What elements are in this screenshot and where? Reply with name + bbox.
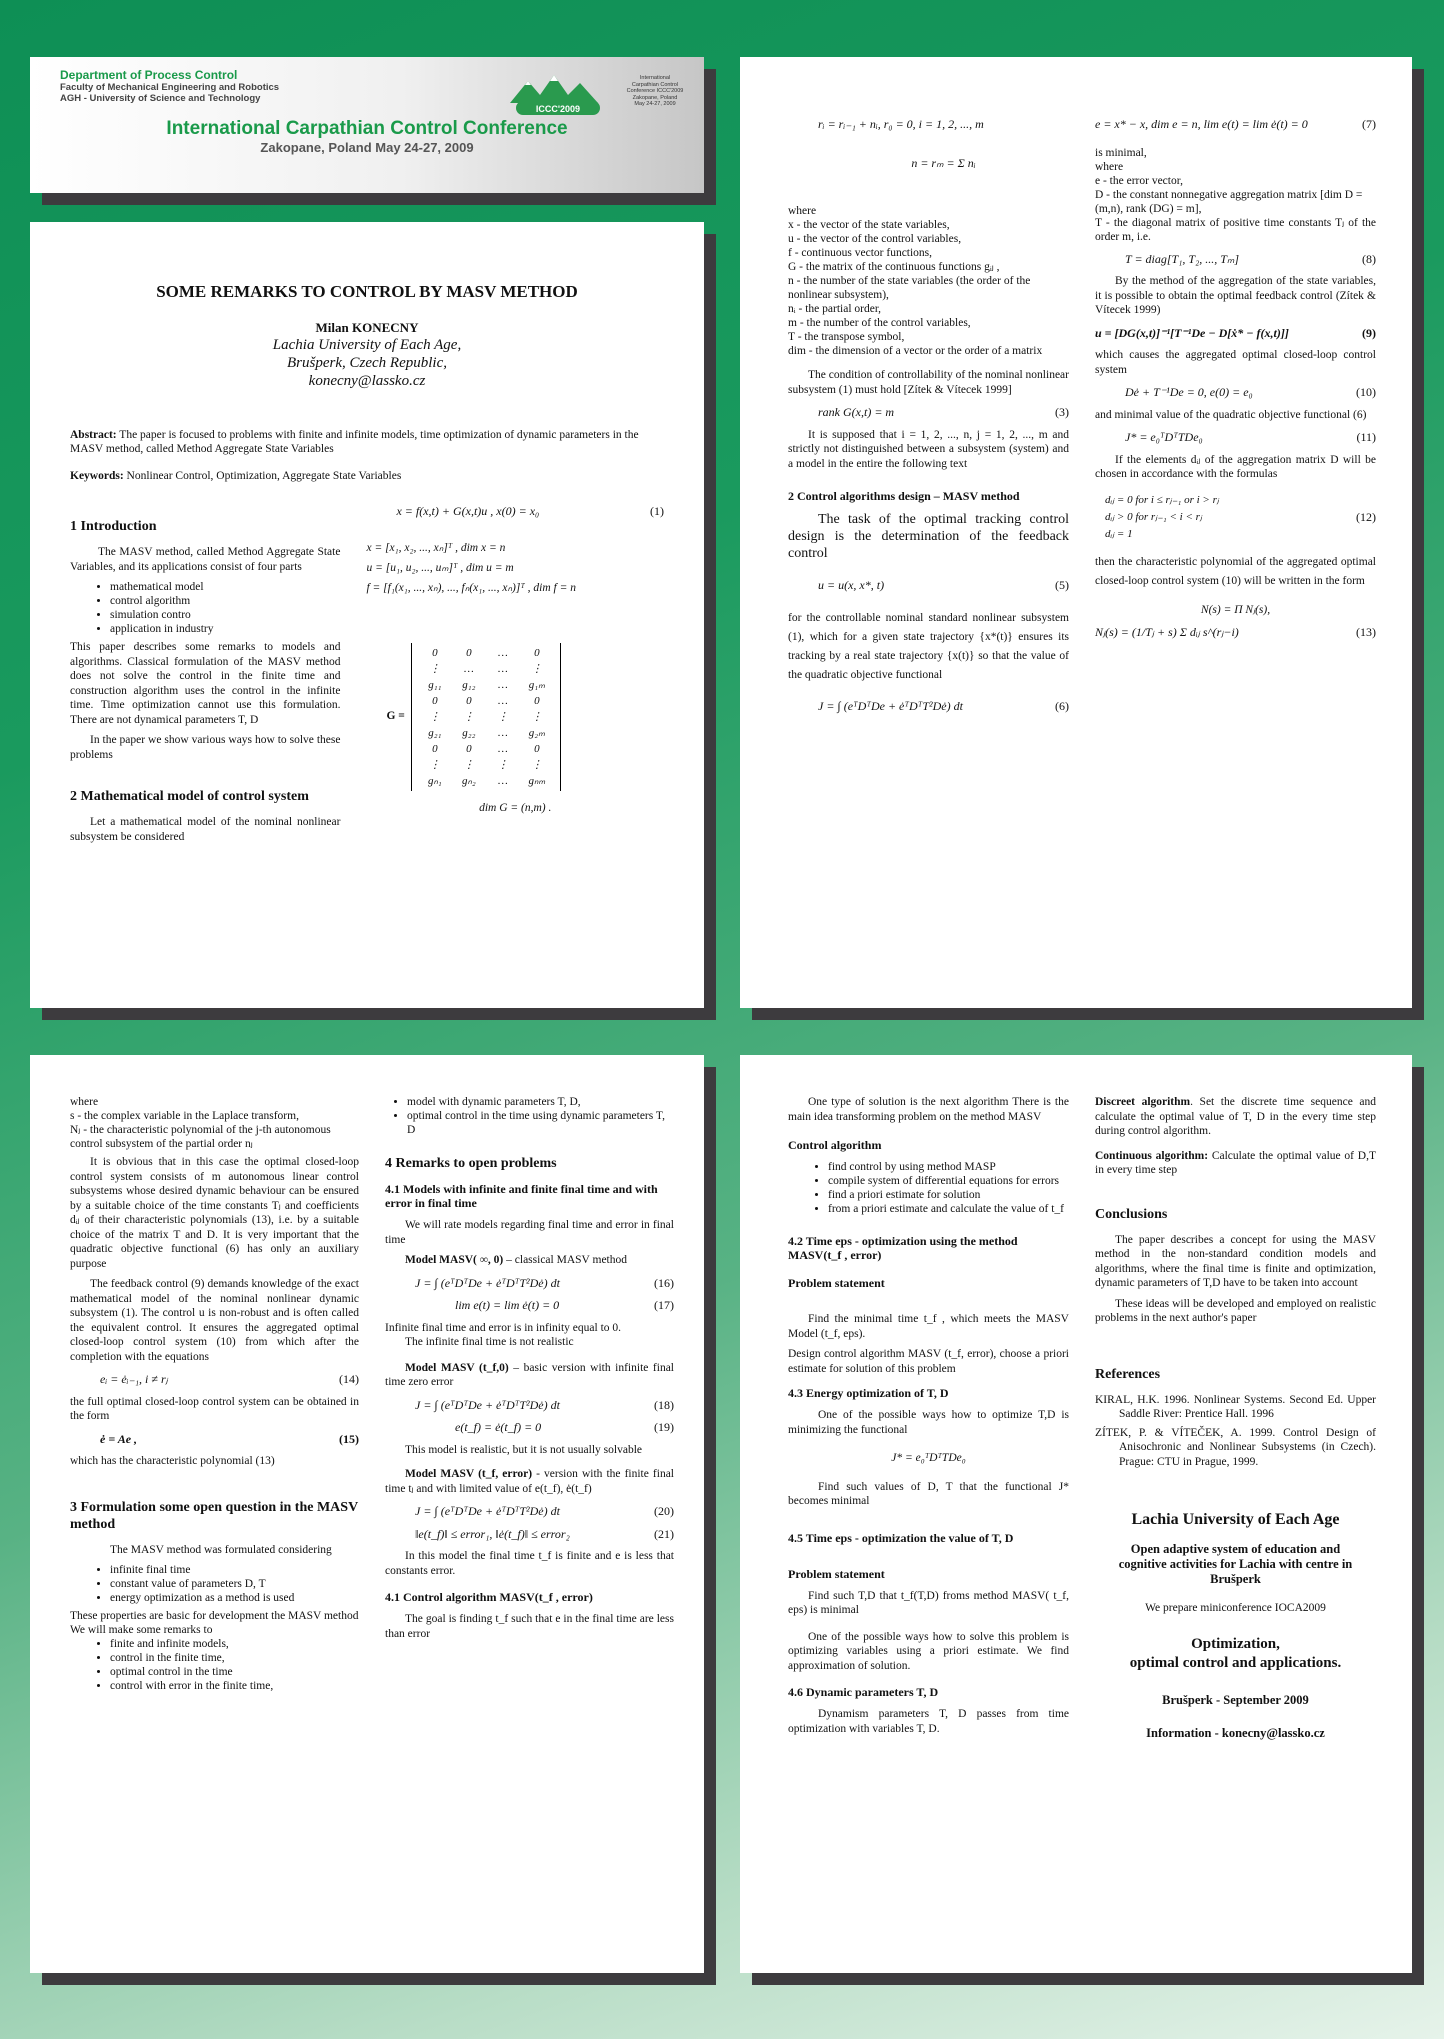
- subsection-heading: 4.1 Models with infinite and finite final time and with error in final time: [385, 1182, 658, 1210]
- conference-title: International Carpathian Control Conference: [166, 118, 568, 139]
- matrix-cell: …: [463, 662, 474, 675]
- column-left: where s - the complex variable in the Laplace transform, Nⱼ - the characteristic polynomial of the j-th autonomous control subsystem of the partial order nⱼ It is obvious that in this case the optimal closed-loop control system consists of m autonomous linear control subsystems whose desired dynamic behaviour can be ensured by a suitable choice of the time constants Tⱼ and coefficients dᵢⱼ of their characteristic polynomials (13), i.e. by a suitable choice of the matrix T and D. It is very important that the quadratic objective functional (6) has only an auxiliary purpose The feedback control (9) demands knowledge of the exact mathematical model of the nominal nonlinear dynamic subsystem (1). The control u is non-robust and is often called the equivalent control. It ensures the aggregated optimal closed-loop control system (10) from which after the completion with the equations eᵢ = ėᵢ₋₁, i ≠ rⱼ (14) the full optimal closed-loop control system can be obtained in the form ė = Ae , (15) which has the characteristic polynomial (13) 3 Formulation some open question in the MASV method The MASV method was formulated considering • infinite final time • constant value of parameters D, T • energy optimization as a method is used These properties are basic for development the MASV method We will make some remarks to • finite and infinite models, • control in the finite time, • optimal control in the time • control with error in the finite time,: [70, 1095, 359, 1697]
- equation: ė = Ae , (15): [100, 1431, 359, 1446]
- paragraph: for the controllable nominal standard nonlinear subsystem (1), which for a given state trajectory {x*(t)} ensures its tracking by a real state trajectory {x(t)} so that the value of the quadratic objective functional: [788, 611, 1069, 681]
- matrix-cell: gₙ₁: [427, 774, 442, 787]
- equation: dim G = (n,m) .: [479, 801, 552, 814]
- equation: u = [u₁, u₂, ..., uₘ]ᵀ , dim u = m: [366, 561, 514, 574]
- paragraph: Dynamism parameters T, D passes from time optimization with variables T, D.: [788, 1708, 1069, 1735]
- announcement: Open adaptive system of education and cognitive activities for Lachia with centre in Brušperk: [1118, 1541, 1353, 1586]
- matrix-cell: 0: [432, 742, 438, 755]
- matrix-cell: ⋮: [531, 662, 543, 675]
- matrix-cell: ⋮: [429, 710, 441, 723]
- equation: rank G(x,t) = m (3): [818, 405, 1069, 419]
- matrix-cell: 0: [466, 742, 472, 755]
- matrix-cell: 0: [432, 694, 438, 707]
- university-name: AGH - University of Science and Technology: [60, 93, 261, 104]
- paragraph: Find such values of D, T that the functional J* becomes minimal: [788, 1480, 1069, 1507]
- equation: eᵢ = ėᵢ₋₁, i ≠ rⱼ (14): [100, 1372, 359, 1386]
- definition: dim - the dimension of a vector or the order of a matrix: [788, 345, 1043, 357]
- paragraph: Continuous algorithm: Calculate the optimal value of D,T in every time step: [1095, 1149, 1376, 1176]
- paragraph: Discreet algorithm. Set the discrete time sequence and calculate the optimal value of T, D in the every time step during control algorithm.: [1095, 1096, 1376, 1137]
- conference-logo: [510, 73, 610, 119]
- subsection-heading: 4.1 Control algorithm MASV(t_f , error): [385, 1590, 593, 1604]
- column-right: e = x* − x, dim e = n, lim e(t) = lim ė(t) = 0 (7) is minimal, where e - the error vector, D - the constant nonnegative aggregation matrix [dim D = (m,n), rank (DG) = m], T - the diagonal matrix of positive time constants Tⱼ of the order m, i.e. T = diag[T₁, T₂, ..., Tₘ] (8) By the method of the aggregation of the state variables, it is possible to obtain the optimal feedback control (Zítek & Vítecek 1999) u = [DG(x,t)]⁻¹[T⁻¹De − D[ẋ* − f(x,t)]] (9) which causes the aggregated optimal closed-loop control system Dė + T⁻¹De = 0, e(0) = e₀ (10) and minimal value of the quadratic objective functional (6) J* = e₀ᵀDᵀTDe₀ (11) If the elements dᵢⱼ of the aggregation matrix D will be chosen in accordance with the formulas dᵢⱼ = 0 for i ≤ rⱼ₋₁ or i > rⱼ dᵢⱼ > 0 for rⱼ₋₁ < i < rⱼ dᵢⱼ = 1 (12) then the characteristic polynomial of the aggregated optimal closed-loop control system (10) will be written in the form N(s) = Π Nⱼ(s), Nⱼ(s) = (1/Tⱼ + s) Σ dᵢⱼ s^(rⱼ−i) (13): [1095, 117, 1376, 639]
- paragraph: If the elements dᵢⱼ of the aggregation matrix D will be chosen in accordance with the formulas: [1095, 453, 1376, 480]
- subsection-heading: Problem statement: [788, 1276, 885, 1290]
- paper-page-2: [740, 57, 1412, 1008]
- announcement-topic: Optimization, optimal control and applications.: [1129, 1636, 1342, 1671]
- paragraph: then the characteristic polynomial of the aggregated optimal closed-loop control system (10) will be written in the form: [1095, 555, 1376, 587]
- matrix-cell: 0: [534, 742, 540, 755]
- paragraph: It is obvious that in this case the optimal closed-loop control system consists of m autonomous linear control subsystems whose desired dynamic behaviour can be ensured by a suitable choice of the time constants Tⱼ and coefficients dᵢⱼ of their characteristic polynomials (13), i.e. by a suitable choice of the matrix T and D. It is very important that the quadratic objective functional (6) has only an auxiliary purpose: [70, 1156, 359, 1270]
- definition: n - the number of the state variables (the order of the nonlinear subsystem),: [788, 275, 1031, 301]
- equation: T = diag[T₁, T₂, ..., Tₘ] (8): [1125, 251, 1376, 266]
- equation: f = [f₁(x₁, ..., xₙ), ..., fₙ(x₁, ..., xₙ)]ᵀ , dim f = n: [366, 581, 577, 594]
- paragraph: This model is realistic, but it is not usually solvable: [405, 1443, 643, 1456]
- paragraph: Model MASV (t_f,0) – basic version with infinite final time zero error: [385, 1361, 674, 1388]
- subsection-heading: 4.3 Energy optimization of T, D: [788, 1386, 949, 1400]
- section-heading: 2 Mathematical model of control system: [70, 789, 309, 804]
- reference-item: KIRAL, H.K. 1996. Nonlinear Systems. Second Ed. Upper Saddle River: Prentice Hall. 1996: [1095, 1393, 1376, 1420]
- matrix-cell: ⋮: [463, 758, 475, 771]
- column-left: rᵢ = rᵢ₋₁ + nᵢ, r₀ = 0, i = 1, 2, ..., m n = rₘ = Σ nᵢ where x - the vector of the state variables, u - the vector of the control variables, f - continuous vector functions, G - the matrix of the continuous functions gᵢⱼ , n - the number of the state variables (the order of the nonlinear subsystem), nᵢ - the partial order, m - the number of the control variables, T - the transpose symbol, dim - the dimension of a vector or the order of a matrix The condition of controllability of the nominal nonlinear subsystem (1) must hold [Zítek & Vítecek 1999] rank G(x,t) = m (3) It is supposed that i = 1, 2, ..., n, j = 1, 2, ..., m and strictly not distinguished between a subsystem (system) and a model in the entire the following text 2 Control algorithms design – MASV method The task of the optimal tracking control design is the determination of the feedback control u = u(x, x*, t) (5) for the controllable nominal standard nonlinear subsystem (1), which for a given state trajectory {x*(t)} ensures its tracking by a real state trajectory {x(t)} so that the value of the quadratic objective functional J = ∫ (eᵀDᵀDe + ėᵀDᵀT²Dė) dt (6): [788, 117, 1069, 713]
- paragraph: Find the minimal time t_f , which meets the MASV Model (t_f, eps).: [788, 1313, 1069, 1340]
- author-email: konecny@lassko.cz: [308, 373, 426, 389]
- equation: u = u(x, x*, t) (5): [818, 578, 1069, 592]
- paragraph: which has the characteristic polynomial (13): [70, 1455, 275, 1467]
- announcement-date: Brušperk - September 2009: [1162, 1693, 1309, 1707]
- abstract: Abstract: The paper is focused to problems with finite and infinite models, time optimization of dynamic parameters in the MASV method, called Method Aggregate State Variables: [70, 429, 639, 455]
- equation: J = ∫ (eᵀDᵀDe + ėᵀDᵀT²Dė) dt (6): [818, 698, 1069, 713]
- section-heading: Conclusions: [1095, 1206, 1168, 1222]
- equation: J = ∫ (eᵀDᵀDe + ėᵀDᵀT²Dė) dt (18): [415, 1397, 674, 1412]
- matrix-cell: …: [497, 726, 508, 739]
- matrix-cell: g₂ₘ: [528, 726, 545, 739]
- section-heading: 4 Remarks to open problems: [385, 1156, 557, 1171]
- definition: D - the constant nonnegative aggregation matrix [dim D = (m,n), rank (DG) = m],: [1095, 188, 1363, 215]
- matrix-cell: 0: [466, 646, 472, 659]
- definition: u - the vector of the control variables,: [788, 233, 962, 245]
- paragraph: It is supposed that i = 1, 2, ..., n, j = 1, 2, ..., m and strictly not distinguished between a subsystem (system) and a model in the entire the following text: [788, 428, 1069, 470]
- matrix-grid: [411, 643, 561, 791]
- bullet-list: • infinite final time • constant value of parameters D, T • energy optimization as a method is used: [110, 1563, 359, 1605]
- definition: s - the complex variable in the Laplace transform,: [70, 1110, 299, 1122]
- equation: N(s) = Π Nⱼ(s),: [1200, 603, 1271, 616]
- paragraph: Model MASV( ∞, 0) – classical MASV method: [405, 1254, 628, 1266]
- department-name: Department of Process Control: [60, 68, 238, 82]
- section-heading: 1 Introduction: [70, 519, 157, 534]
- column-right: [385, 1095, 674, 1697]
- paragraph: In the paper we show various ways how to solve these problems: [70, 734, 341, 761]
- paper-page-4: [740, 1055, 1412, 1973]
- column-right: [1095, 1095, 1376, 1742]
- definition: x - the vector of the state variables,: [788, 219, 950, 231]
- keywords: Keywords: Nonlinear Control, Optimization, Aggregate State Variables: [70, 470, 402, 482]
- conference-header: [30, 57, 704, 193]
- affiliation-line: Brušperk, Czech Republic,: [287, 355, 447, 371]
- matrix-cell: …: [497, 694, 508, 707]
- definition: G - the matrix of the continuous functions gᵢⱼ ,: [788, 261, 1000, 273]
- paper-author: Milan KONECNY: [315, 320, 419, 335]
- matrix-cell: …: [497, 678, 508, 691]
- matrix-cell: ⋮: [497, 758, 509, 771]
- equation: lim e(t) = lim ė(t) = 0 (17): [455, 1298, 674, 1312]
- definition: T - the diagonal matrix of positive time constants Tⱼ of the order m, i.e.: [1095, 216, 1376, 243]
- announcement: We prepare miniconference IOCA2009: [1145, 1601, 1326, 1614]
- matrix-cell: g₂₂: [462, 726, 476, 739]
- paragraph: By the method of the aggregation of the state variables, it is possible to obtain the optimal feedback control (Zítek & Vítecek 1999): [1095, 275, 1376, 316]
- paragraph: One of the possible ways how to solve this problem is optimizing variables using a priori estimate. We find approximation of solution.: [788, 1630, 1069, 1672]
- paragraph: Infinite final time and error is in infinity equal to 0.: [385, 1321, 622, 1334]
- equation: u = [DG(x,t)]⁻¹[T⁻¹De − D[ẋ* − f(x,t)]] (9): [1095, 325, 1376, 340]
- conference-location-date: Zakopane, Poland May 24-27, 2009: [260, 140, 474, 155]
- paragraph: These properties are basic for development the MASV method: [70, 1610, 359, 1622]
- equation: Dė + T⁻¹De = 0, e(0) = e₀ (10): [1125, 385, 1376, 399]
- paragraph: and minimal value of the quadratic objective functional (6): [1095, 408, 1367, 421]
- paragraph: In this model the final time t_f is finite and e is less that constants error.: [385, 1550, 674, 1577]
- matrix-cell: ⋮: [429, 758, 441, 771]
- subsection-heading: 4.5 Time eps - optimization the value of T, D: [788, 1530, 1014, 1545]
- matrix-cell: g₁₂: [462, 678, 476, 691]
- equation: e(t_f) = ė(t_f) = 0 (19): [455, 1420, 674, 1434]
- matrix-cell: 0: [432, 646, 438, 659]
- paragraph: The MASV method was formulated considering: [110, 1543, 332, 1556]
- equation: e = x* − x, dim e = n, lim e(t) = lim ė(t) = 0 (7): [1095, 117, 1376, 131]
- paper-page-3: [30, 1055, 704, 1973]
- paragraph: We will make some remarks to: [70, 1624, 213, 1636]
- column-left: [70, 504, 340, 850]
- equation: x = [x₁, x₂, ..., xₙ]ᵀ , dim x = n: [366, 541, 506, 554]
- paper-title: SOME REMARKS TO CONTROL BY MASV METHOD: [156, 282, 578, 301]
- paragraph: The infinite final time is not realistic: [405, 1335, 574, 1348]
- definition: T - the transpose symbol,: [788, 331, 905, 343]
- paragraph: The goal is finding t_f such that e in the final time are less than error: [385, 1613, 674, 1640]
- equation: J* = e₀ᵀDᵀTDe₀ (11): [1125, 430, 1376, 444]
- matrix-cell: …: [497, 646, 508, 659]
- paragraph: Find such T,D that t_f(T,D) froms method MASV( t_f, eps) is minimal: [788, 1589, 1069, 1616]
- logo-text: ICCC'2009: [535, 104, 581, 114]
- subsection-heading: 4.6 Dynamic parameters T, D: [788, 1685, 939, 1699]
- paragraph: Design control algorithm MASV (t_f, error), choose a priori estimate for solution of this problem: [788, 1348, 1069, 1375]
- paragraph: One of the possible ways how to optimize T,D is minimizing the functional: [788, 1409, 1069, 1436]
- paragraph: which causes the aggregated optimal closed-loop control system: [1095, 349, 1376, 376]
- matrix-cell: 0: [534, 694, 540, 707]
- matrix-cell: 0: [466, 694, 472, 707]
- contact-info: Information - konecny@lassko.cz: [1146, 1726, 1325, 1740]
- paragraph: Model MASV (t_f, error) - version with the finite final time tⱼ and with limited value of e(t_f), ė(t_f): [385, 1468, 674, 1495]
- paragraph: These ideas will be developed and employed on realistic problems in the next author's paper: [1095, 1297, 1376, 1324]
- matrix-cell: gₙ₂: [461, 774, 476, 787]
- equation: J = ∫ (eᵀDᵀDe + ėᵀDᵀT²Dė) dt (20): [415, 1504, 674, 1518]
- matrix-cell: 0: [534, 646, 540, 659]
- definition: Nⱼ - the characteristic polynomial of the j-th autonomous control subsystem of the partial order nⱼ: [70, 1124, 331, 1150]
- paragraph: We will rate models regarding final time and error in final time: [385, 1219, 674, 1246]
- matrix-cell: …: [497, 662, 508, 675]
- column-right: [366, 504, 664, 850]
- subsection-heading: Problem statement: [788, 1566, 885, 1581]
- paper-page-1: [30, 222, 704, 1008]
- matrix-cell: g₁ₘ: [528, 678, 545, 691]
- logo-caption: International Carpathian Control Conference ICCC'2009 Zakopane, Poland May 24-27, 2009: [626, 75, 684, 107]
- university-title: Lachia University of Each Age: [1131, 1511, 1340, 1528]
- reference-item: ZÍTEK, P. & VÍTEČEK, A. 1999. Control Design of Anisochronic and Nonlinear Subsystems (in Czech). Prague: CTU in Prague, 1999.: [1095, 1426, 1376, 1468]
- matrix-cell: g₂₁: [428, 726, 442, 739]
- definition: f - continuous vector functions,: [788, 247, 933, 259]
- definition: nᵢ - the partial order,: [788, 303, 882, 315]
- definition: e - the error vector,: [1095, 174, 1183, 187]
- affiliation-line: Lachia University of Each Age,: [272, 337, 462, 353]
- paragraph: The task of the optimal tracking control design is the determination of the feedback control: [788, 512, 1069, 561]
- bullet-list: • finite and infinite models, • control in the finite time, • optimal control in the time • control with error in the finite time,: [110, 1637, 359, 1693]
- section-heading: References: [1095, 1366, 1161, 1382]
- matrix-cell: …: [497, 742, 508, 755]
- bullet-list: • find control by using method MASP • compile system of differential equations for errors • find a priori estimate for solution • from a priori estimate and calculate the value of t_f: [828, 1160, 1069, 1216]
- subsection-heading: Control algorithm: [788, 1138, 882, 1152]
- paragraph: The MASV method, called Method Aggregate State Variables, and its applications consist of four parts: [70, 546, 341, 573]
- matrix-cell: gₙₘ: [528, 774, 546, 787]
- section-heading: 3 Formulation some open question in the MASV method: [70, 1499, 358, 1532]
- column-left: [788, 1095, 1069, 1742]
- paragraph: This paper describes some remarks to models and algorithms. Classical formulation of the MASV method does not solve the control in the finite time and construction algorithm uses the control in the infinite time. Time optimization cannot use this formulation. There are not dynamical parameters T, D: [70, 641, 341, 726]
- matrix-cell: g₁₁: [428, 678, 442, 691]
- subsection-heading: 4.2 Time eps - optimization using the method MASV(t_f , error): [788, 1234, 1018, 1262]
- paragraph: The feedback control (9) demands knowledge of the exact mathematical model of the nominal nonlinear dynamic subsystem (1). The control u is non-robust and is often called the equivalent control. It ensures the aggregated optimal closed-loop control system (10) from which after the completion with the equations: [70, 1278, 359, 1363]
- paragraph: The paper describes a concept for using the MASV method in the non-standard condition models and algorithms, where the final time is finite and optimization, dynamic parameters of T,D have to be taken into account: [1095, 1233, 1376, 1289]
- matrix-cell: ⋮: [429, 662, 441, 675]
- definition: m - the number of the control variables,: [788, 317, 971, 329]
- matrix-cell: ⋮: [463, 710, 475, 723]
- equation: J = ∫ (eᵀDᵀDe + ėᵀDᵀT²Dė) dt (16): [415, 1275, 674, 1290]
- bullet-list: • mathematical model • control algorithm • simulation contro • application in industry: [110, 580, 340, 636]
- matrix-g: G = 0 0 … 0 ⋮ … … ⋮ g₁₁ g₁₂ … g₁ₘ 0 0 … 0 ⋮ ⋮ ⋮ ⋮ g₂₁ g₂₂ … g₂ₘ 0 0 … 0 ⋮ ⋮ ⋮ ⋮ gₙ₁ gₙ₂ … gₙₘ: [386, 643, 664, 791]
- equation: dᵢⱼ = 0 for i ≤ rⱼ₋₁ or i > rⱼ dᵢⱼ > 0 for rⱼ₋₁ < i < rⱼ dᵢⱼ = 1 (12): [1105, 493, 1376, 540]
- equation: ‖e(t_f)‖ ≤ error₁, ‖ė(t_f)‖ ≤ error₂ (21): [415, 1526, 674, 1541]
- paragraph: The condition of controllability of the nominal nonlinear subsystem (1) must hold [Zítek & Vítecek 1999]: [788, 369, 1069, 396]
- equation: J* = e₀ᵀDᵀTDe₀: [891, 1452, 966, 1464]
- bullet-list: • model with dynamic parameters T, D, • optimal control in the time using dynamic parameters T, D: [407, 1095, 674, 1137]
- paragraph: One type of solution is the next algorithm There is the main idea transforming problem on the method MASV: [788, 1096, 1069, 1123]
- faculty-name: Faculty of Mechanical Engineering and Robotics: [60, 82, 280, 93]
- section-heading: 2 Control algorithms design – MASV method: [788, 489, 1020, 503]
- paragraph: Let a mathematical model of the nominal nonlinear subsystem be considered: [70, 816, 341, 843]
- matrix-cell: ⋮: [497, 710, 509, 723]
- equation: x = f(x,t) + G(x,t)u , x(0) = x₀ (1): [396, 504, 664, 518]
- matrix-cell: ⋮: [531, 758, 543, 771]
- paragraph: the full optimal closed-loop control system can be obtained in the form: [70, 1395, 359, 1422]
- equation: n = rₘ = Σ nᵢ: [911, 155, 976, 170]
- equation: rᵢ = rᵢ₋₁ + nᵢ, r₀ = 0, i = 1, 2, ..., m: [818, 117, 984, 131]
- equation: Nⱼ(s) = (1/Tⱼ + s) Σ dᵢⱼ s^(rⱼ−i) (13): [1095, 625, 1376, 639]
- matrix-cell: …: [497, 774, 508, 787]
- matrix-cell: ⋮: [531, 710, 543, 723]
